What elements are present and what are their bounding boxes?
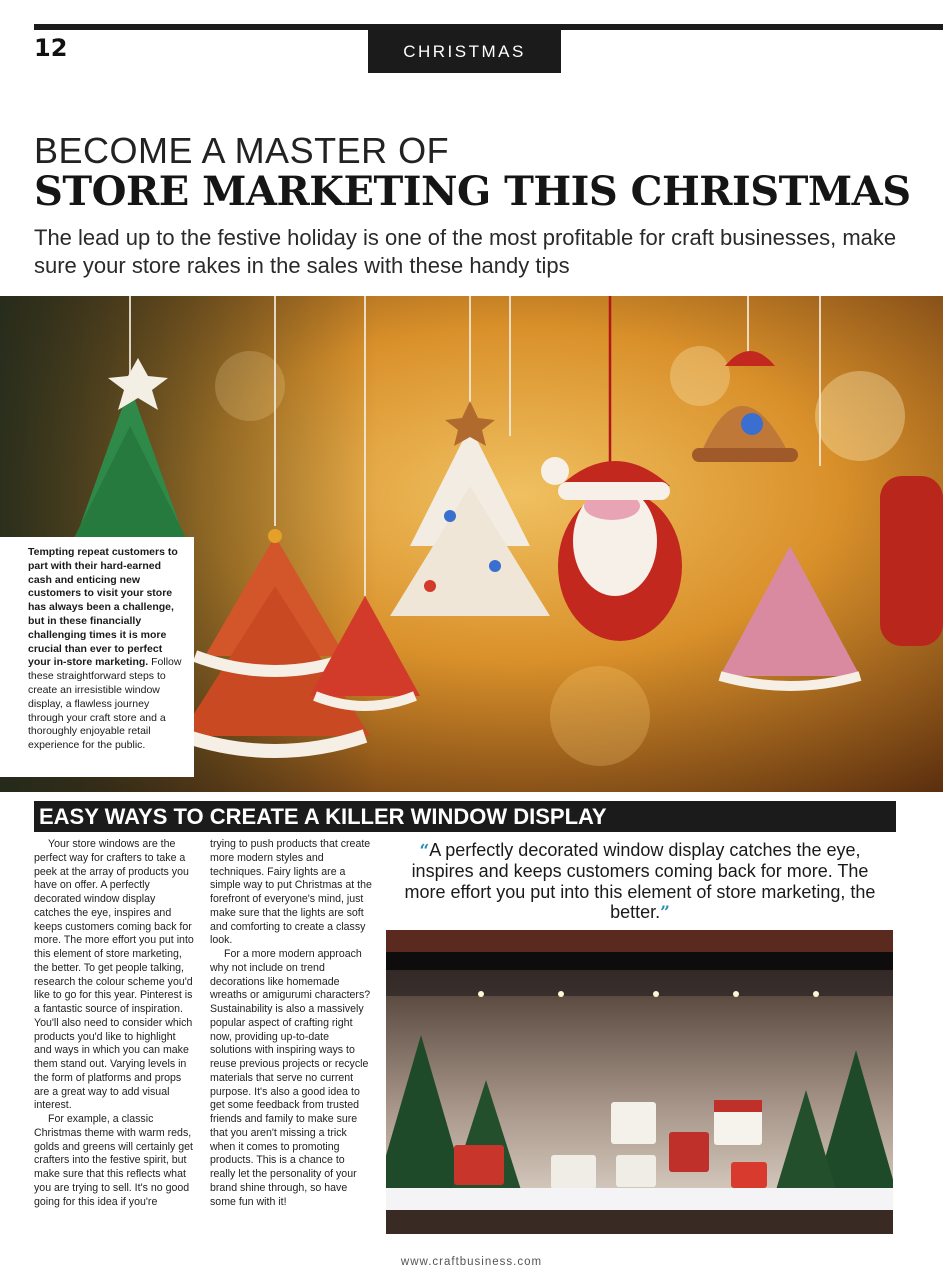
window-display-illustration [386,930,893,1234]
pull-quote [390,840,890,923]
standfirst: The lead up to the festive holiday is one of the most profitable for craft businesses, make sure your store rakes in the sales with these handy tips [34,225,897,278]
headline-kicker: BECOME A MASTER OF [34,130,450,171]
paragraph: For a more modern approach why not include on trend decorations like homemade wreaths or amigurumi characters? Sustainability is also a massively popular aspect of crafting right now, providing up-to-date solutions with inspiring ways to reuse previous projects or recycle materials that serve no current purpose. It's also a good idea to get some feedback from trusted friends and family to make sure that you aren't missing a trick when it comes to promoting products. This is a chance to really let the personality of your brand shine through, so have some fun with it! [210,948,371,1208]
intro-text-box [0,537,194,777]
red-figure-ornament [880,476,943,646]
page-number: 12 [34,34,68,62]
close-quote-icon: ” [660,902,670,923]
paragraph: trying to push products that create more modern styles and techniques. Fairy lights are a simple way to put Christmas at the forefront of everyone's mind, just make sure that the lights are soft and comforting to create a classy look. [210,838,372,947]
paragraph: For example, a classic Christmas theme with warm reds, golds and greens will certainly get crafters into the festive spirit, but make sure that this reflects what you are trying to sell. It's no good going for this idea if you're [34,1113,193,1208]
intro-bold-text: Tempting repeat customers to part with their hard-earned cash and enticing new customers to visit your store has always been a challenge, but in these financially challenging times it is more crucial than ever to perfect your in-store marketing. [28,546,178,669]
pull-quote-text: A perfectly decorated window display catches the eye, inspires and keeps customers coming back for more. The more effort you put into this element of store marketing, the better. [404,840,876,922]
headline: STORE MARKETING THIS CHRISTMAS [34,168,911,215]
window-display-photo [386,930,893,1234]
footer-url: www.craftbusiness.com [400,1256,543,1268]
open-quote-icon: “ [419,841,430,861]
paragraph: Your store windows are the perfect way for crafters to take a peek at the array of products you have on offer. A perfectly decorated window display catches the eye, inspires and keeps customers coming back for more. The more effort you put into this element of store marketing, the better. To get people talking, research the colour scheme you'd like to go for this year. Pinterest is a fantastic source of inspiration. You'll also need to consider which products you'd like to highlight and ways in which you can make them stand out. Varying levels in the form of platforms and props are a great way to add visual interest. [34,838,194,1112]
section-tab: CHRISTMAS [368,30,561,73]
body-column-2 [210,838,372,1209]
intro-regular-text: Follow these straightforward steps to create an irresistible window display, a flawless journey through your craft store and a thoroughly enjoyable retail experience for the public. [28,656,182,752]
section-heading: EASY WAYS TO CREATE A KILLER WINDOW DISPLAY [34,801,896,832]
body-column-1 [34,838,194,1209]
